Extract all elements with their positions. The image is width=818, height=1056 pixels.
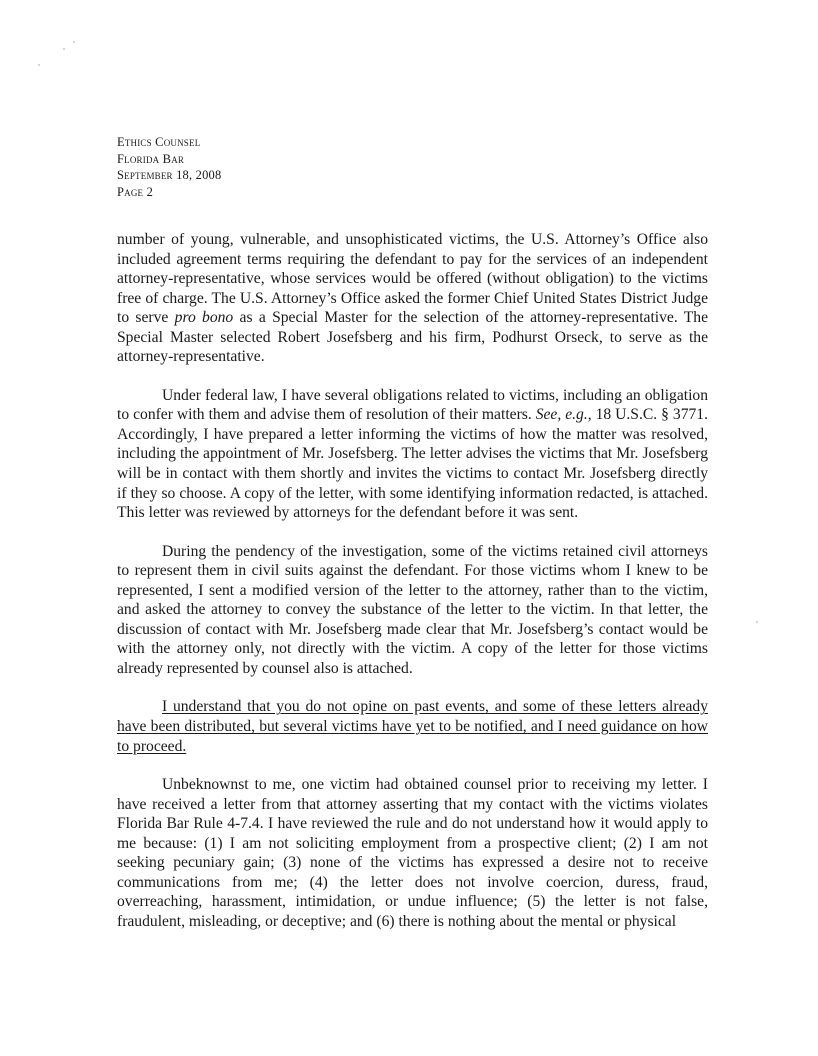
header-page-label: Page 2 bbox=[117, 184, 154, 199]
paragraph-continuation bbox=[117, 230, 708, 367]
scan-artifact bbox=[756, 621, 758, 623]
paragraph-text: Under federal law, I have several obligations related to victims, including an obligation to confer with them and advise them of resolution of their matters. bbox=[117, 386, 708, 424]
scan-artifact bbox=[73, 41, 75, 43]
header-recipient: Ethics Counsel bbox=[117, 135, 201, 149]
paragraph-text: 18 U.S.C. § 3771. Accordingly, I have prepared a letter informing the victims of how the matter was resolved, including the appointment of Mr. Josefsberg. The letter advises the victims that Mr. Josefsberg will be in contact with them shortly and invites the victims to contact Mr. Josefsberg directly if they so choose. A copy of the letter, with some identifying information redacted, is attached. This letter was reviewed by attorneys for the defendant before it was sent. bbox=[117, 406, 708, 522]
italic-term: pro bono bbox=[174, 309, 234, 327]
paragraph-text: as a Special Master for the selection of the attorney-representative. The Special Master selected Robert Josefsberg and his firm, Podhurst Orseck, to serve as the attorney-representative. bbox=[117, 309, 708, 366]
italic-citation-signal: See, e.g., bbox=[535, 406, 592, 424]
scan-artifact bbox=[38, 64, 40, 66]
header-organization: Florida Bar bbox=[117, 151, 185, 166]
paragraph-victim-obligations bbox=[117, 386, 708, 523]
scan-artifact bbox=[63, 48, 65, 50]
underlined-request: I understand that you do not opine on past events, and some of these letters already have been distributed, but several victims have yet to be notified, and I need guidance on how to proceed. bbox=[117, 698, 708, 755]
paragraph-text: number of young, vulnerable, and unsophisticated victims, the U.S. Attorney’s Office also included agreement terms requiring the defendant to pay for the services of an independent attorney-representative, whose services would be offered (without obligation) to the victims free of charge. The U.S. Attorney’s Office asked the former Chief United States District Judge to serve bbox=[117, 231, 708, 327]
letter-body bbox=[117, 230, 708, 951]
paragraph-guidance-request bbox=[117, 697, 708, 756]
paragraph-represented-victims: During the pendency of the investigation, some of the victims retained civil attorneys to represent them in civil suits against the defendant. For those victims whom I knew to be represented, I sent a modified version of the letter to the attorney, rather than to the victim, and asked the attorney to convey the substance of the letter to the victim. In that letter, the discussion of contact with Mr. Josefsberg made clear that Mr. Josefsberg’s contact would be with the attorney only, not directly with the victim. A copy of the letter for those victims already represented by counsel also is attached. bbox=[117, 542, 708, 677]
letter-header bbox=[117, 134, 417, 200]
paragraph-rule-concern: Unbeknownst to me, one victim had obtained counsel prior to receiving my letter. I have received a letter from that attorney asserting that my contact with the victims violates Florida Bar Rule 4-7.4. I have reviewed the rule and do not understand how it would apply to me because: (1) I am not soliciting employment from a prospective client; (2) I am not seeking pecuniary gain; (3) none of the victims has expressed a desire not to receive communications from me; (4) the letter does not involve coercion, duress, fraud, overreaching, harassment, intimidation, or undue influence; (5) the letter is not false, fraudulent, misleading, or deceptive; and (6) there is nothing about the mental or physical bbox=[117, 776, 708, 930]
header-date: September 18, 2008 bbox=[117, 168, 222, 182]
